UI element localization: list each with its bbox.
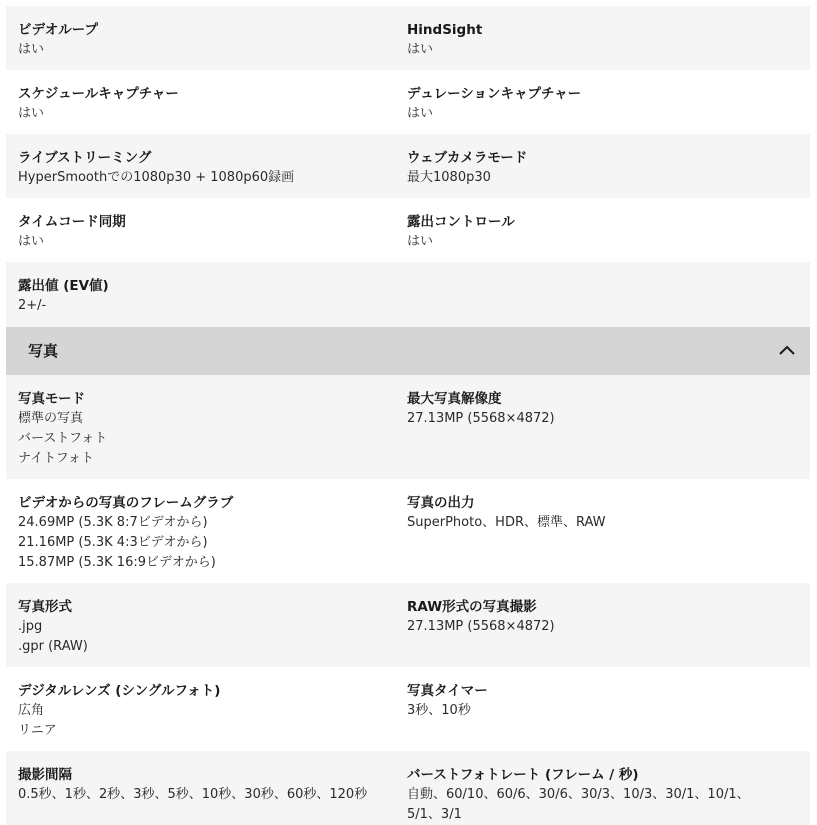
spec-value: はい: [18, 234, 45, 249]
chevron-up-icon[interactable]: [778, 343, 796, 357]
spec-item-hindsight: [407, 20, 797, 60]
spec-item-raw-photo: [407, 597, 797, 637]
spec-label: ビデオループ: [18, 22, 99, 38]
spec-row: [6, 262, 810, 327]
spec-row: [6, 667, 810, 751]
spec-item-photo-output: [407, 493, 797, 533]
spec-label: ウェブカメラモード: [407, 150, 528, 166]
spec-item-photo-format: [18, 597, 393, 657]
spec-label: 露出値 (EV値): [18, 278, 109, 294]
spec-value: 自動、60/10、60/6、30/6、30/3、10/3、30/1、10/1、: [407, 787, 750, 802]
spec-value: .gpr (RAW): [18, 639, 88, 654]
spec-label: 写真モード: [18, 391, 85, 407]
spec-item-live-streaming: [18, 148, 393, 188]
spec-value: 21.16MP (5.3K 4:3ビデオから): [18, 535, 208, 550]
spec-item-duration-capture: [407, 84, 797, 124]
photo-section-header[interactable]: [6, 327, 810, 375]
spec-value: 3秒、10秒: [407, 703, 471, 718]
spec-item-photo-mode: [18, 389, 393, 469]
spec-label: 最大写真解像度: [407, 391, 502, 407]
spec-row: [6, 583, 810, 667]
spec-row: [6, 375, 810, 479]
spec-label: 露出コントロール: [407, 214, 515, 230]
spec-item-timecode-sync: [18, 212, 393, 252]
spec-value: 広角: [18, 703, 45, 718]
spec-value: 最大1080p30: [407, 170, 491, 185]
spec-value: .jpg: [18, 619, 43, 634]
spec-item-digital-lens: [18, 681, 393, 741]
spec-label: 撮影間隔: [18, 767, 72, 783]
spec-value: はい: [407, 42, 434, 57]
spec-value: HyperSmoothでの1080p30 + 1080p60録画: [18, 170, 295, 185]
spec-value: はい: [18, 42, 45, 57]
spec-label: HindSight: [407, 22, 483, 38]
spec-value: 15.87MP (5.3K 16:9ビデオから): [18, 555, 216, 570]
spec-label: 写真形式: [18, 599, 72, 615]
spec-label: 写真タイマー: [407, 683, 488, 699]
spec-value: 0.5秒、1秒、2秒、3秒、5秒、10秒、30秒、60秒、120秒: [18, 787, 368, 802]
spec-row: [6, 198, 810, 262]
spec-item-exposure-value: [18, 276, 393, 316]
spec-row: [6, 6, 810, 70]
spec-label: デュレーションキャプチャー: [407, 86, 582, 102]
spec-label: スケジュールキャプチャー: [18, 86, 179, 102]
spec-row: [6, 70, 810, 134]
spec-value: はい: [18, 106, 45, 121]
spec-row: [6, 134, 810, 198]
section-title: 写真: [28, 342, 59, 360]
spec-value: はい: [407, 106, 434, 121]
spec-item-interval: [18, 765, 393, 805]
spec-item-frame-grab: [18, 493, 393, 573]
spec-value: SuperPhoto、HDR、標準、RAW: [407, 515, 606, 530]
spec-value: バーストフォト: [18, 431, 108, 446]
spec-label: デジタルレンズ (シングルフォト): [18, 683, 221, 699]
spec-item-photo-timer: [407, 681, 797, 721]
spec-label: ライブストリーミング: [18, 150, 152, 166]
spec-label: バーストフォトレート (フレーム / 秒): [407, 767, 639, 783]
spec-value: はい: [407, 234, 434, 249]
spec-value: 2+/-: [18, 298, 47, 313]
spec-row: [6, 751, 810, 825]
spec-value: 24.69MP (5.3K 8:7ビデオから): [18, 515, 208, 530]
spec-label: タイムコード同期: [18, 214, 126, 230]
spec-item-webcam-mode: [407, 148, 797, 188]
spec-value: 27.13MP (5568×4872): [407, 411, 555, 426]
spec-item-scheduled-capture: [18, 84, 393, 124]
spec-value: ナイトフォト: [18, 451, 95, 466]
spec-value: 5/1、3/1: [407, 807, 462, 822]
spec-value: リニア: [18, 723, 57, 738]
spec-item-burst-rate: [407, 765, 797, 825]
spec-label: RAW形式の写真撮影: [407, 599, 537, 615]
spec-item-exposure-control: [407, 212, 797, 252]
spec-row: [6, 479, 810, 583]
spec-value: 27.13MP (5568×4872): [407, 619, 555, 634]
spec-item-max-photo-resolution: [407, 389, 797, 429]
spec-value: 標準の写真: [18, 411, 84, 426]
spec-label: 写真の出力: [407, 495, 475, 511]
spec-label: ビデオからの写真のフレームグラブ: [18, 495, 234, 511]
spec-item-video-loop: [18, 20, 393, 60]
